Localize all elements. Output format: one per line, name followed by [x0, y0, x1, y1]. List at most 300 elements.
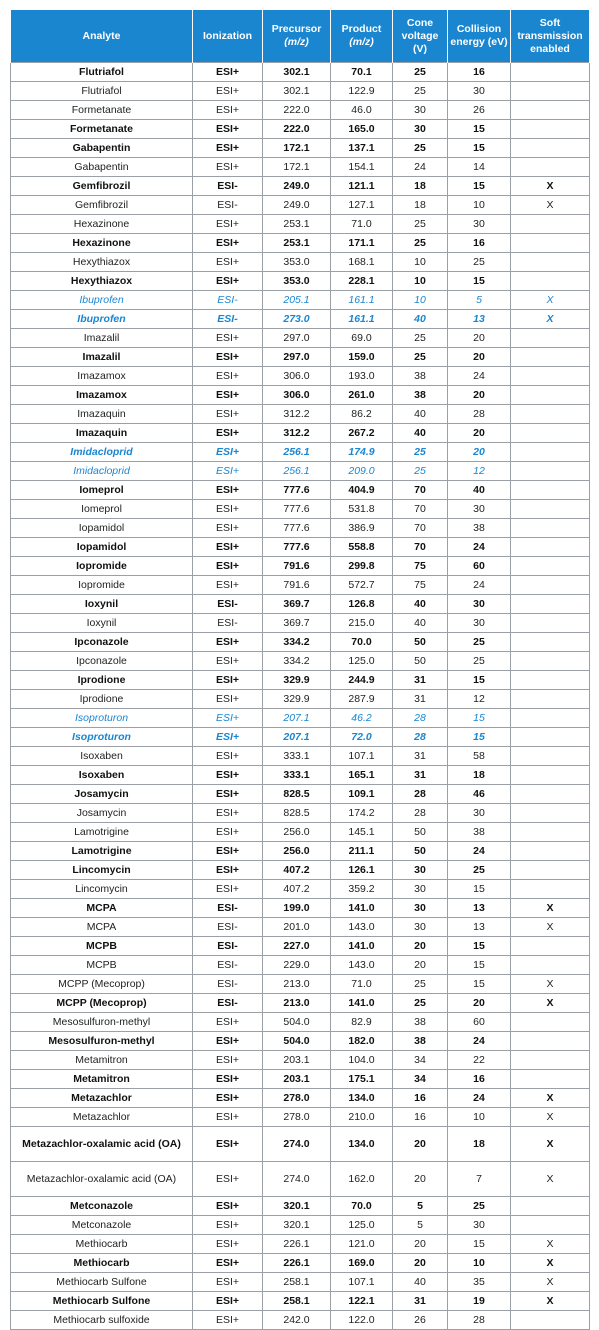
cell-cone-voltage: 31	[393, 766, 448, 785]
cell-soft-transmission	[511, 462, 590, 481]
cell-precursor: 213.0	[263, 994, 331, 1013]
cell-ionization: ESI+	[193, 1197, 263, 1216]
cell-product: 161.1	[331, 310, 393, 329]
cell-collision-energy: 18	[448, 766, 511, 785]
cell-product: 161.1	[331, 291, 393, 310]
cell-collision-energy: 60	[448, 1013, 511, 1032]
cell-analyte: Lamotrigine	[11, 823, 193, 842]
cell-product: 174.2	[331, 804, 393, 823]
cell-collision-energy: 18	[448, 1127, 511, 1162]
cell-precursor: 777.6	[263, 519, 331, 538]
cell-cone-voltage: 70	[393, 538, 448, 557]
header-cone-voltage: Cone voltage (V)	[393, 10, 448, 63]
cell-ionization: ESI+	[193, 424, 263, 443]
table-row	[11, 1051, 590, 1070]
cell-soft-transmission	[511, 633, 590, 652]
cell-collision-energy: 19	[448, 1292, 511, 1311]
table-row	[11, 481, 590, 500]
cell-collision-energy: 30	[448, 614, 511, 633]
table-row	[11, 1235, 590, 1254]
table-row	[11, 1292, 590, 1311]
cell-cone-voltage: 70	[393, 519, 448, 538]
table-row	[11, 918, 590, 937]
cell-product: 137.1	[331, 139, 393, 158]
cell-precursor: 253.1	[263, 215, 331, 234]
cell-analyte: Iomeprol	[11, 481, 193, 500]
cell-product: 175.1	[331, 1070, 393, 1089]
cell-ionization: ESI+	[193, 576, 263, 595]
table-row	[11, 500, 590, 519]
cell-collision-energy: 24	[448, 367, 511, 386]
cell-precursor: 222.0	[263, 120, 331, 139]
cell-soft-transmission	[511, 766, 590, 785]
cell-collision-energy: 25	[448, 253, 511, 272]
cell-ionization: ESI+	[193, 500, 263, 519]
cell-cone-voltage: 40	[393, 405, 448, 424]
cell-soft-transmission: X	[511, 310, 590, 329]
cell-cone-voltage: 31	[393, 1292, 448, 1311]
cell-ionization: ESI+	[193, 652, 263, 671]
table-row	[11, 139, 590, 158]
cell-analyte: Iopamidol	[11, 538, 193, 557]
cell-collision-energy: 15	[448, 937, 511, 956]
cell-ionization: ESI+	[193, 1013, 263, 1032]
table-row	[11, 785, 590, 804]
cell-collision-energy: 15	[448, 956, 511, 975]
cell-collision-energy: 38	[448, 519, 511, 538]
cell-analyte: Gabapentin	[11, 158, 193, 177]
cell-soft-transmission	[511, 443, 590, 462]
cell-cone-voltage: 25	[393, 234, 448, 253]
mrm-transitions-table	[10, 10, 590, 1330]
cell-analyte: Ibuprofen	[11, 310, 193, 329]
table-row	[11, 728, 590, 747]
cell-precursor: 203.1	[263, 1070, 331, 1089]
cell-cone-voltage: 25	[393, 975, 448, 994]
cell-analyte: Lamotrigine	[11, 842, 193, 861]
cell-product: 145.1	[331, 823, 393, 842]
cell-ionization: ESI+	[193, 158, 263, 177]
cell-collision-energy: 20	[448, 994, 511, 1013]
cell-cone-voltage: 40	[393, 424, 448, 443]
cell-precursor: 258.1	[263, 1273, 331, 1292]
cell-collision-energy: 46	[448, 785, 511, 804]
cell-product: 126.8	[331, 595, 393, 614]
cell-soft-transmission	[511, 880, 590, 899]
cell-precursor: 258.1	[263, 1292, 331, 1311]
cell-soft-transmission: X	[511, 196, 590, 215]
table-row	[11, 424, 590, 443]
cell-soft-transmission	[511, 234, 590, 253]
cell-collision-energy: 16	[448, 63, 511, 82]
cell-ionization: ESI+	[193, 1162, 263, 1197]
cell-cone-voltage: 25	[393, 139, 448, 158]
cell-soft-transmission: X	[511, 1162, 590, 1197]
cell-precursor: 306.0	[263, 386, 331, 405]
cell-soft-transmission	[511, 386, 590, 405]
cell-precursor: 504.0	[263, 1032, 331, 1051]
cell-soft-transmission	[511, 690, 590, 709]
cell-collision-energy: 15	[448, 709, 511, 728]
cell-precursor: 274.0	[263, 1127, 331, 1162]
cell-soft-transmission	[511, 576, 590, 595]
cell-product: 143.0	[331, 956, 393, 975]
cell-analyte: Gemfibrozil	[11, 196, 193, 215]
cell-collision-energy: 30	[448, 804, 511, 823]
cell-analyte: Metconazole	[11, 1197, 193, 1216]
table-row	[11, 1032, 590, 1051]
cell-ionization: ESI+	[193, 709, 263, 728]
cell-analyte: Isoproturon	[11, 728, 193, 747]
cell-analyte: Metazachlor-oxalamic acid (OA)	[11, 1127, 193, 1162]
cell-analyte: Metamitron	[11, 1051, 193, 1070]
table-header-row	[11, 10, 590, 63]
cell-collision-energy: 35	[448, 1273, 511, 1292]
cell-collision-energy: 20	[448, 424, 511, 443]
cell-precursor: 256.0	[263, 842, 331, 861]
cell-product: 143.0	[331, 918, 393, 937]
cell-analyte: Imazamox	[11, 367, 193, 386]
cell-product: 171.1	[331, 234, 393, 253]
cell-ionization: ESI+	[193, 747, 263, 766]
table-row	[11, 234, 590, 253]
cell-analyte: Flutriafol	[11, 63, 193, 82]
cell-analyte: MCPP (Mecoprop)	[11, 994, 193, 1013]
cell-analyte: Gabapentin	[11, 139, 193, 158]
cell-analyte: Imazalil	[11, 348, 193, 367]
cell-analyte: Methiocarb sulfoxide	[11, 1311, 193, 1330]
cell-cone-voltage: 5	[393, 1216, 448, 1235]
cell-analyte: Methiocarb Sulfone	[11, 1292, 193, 1311]
cell-collision-energy: 25	[448, 652, 511, 671]
cell-collision-energy: 15	[448, 272, 511, 291]
cell-cone-voltage: 20	[393, 1254, 448, 1273]
cell-product: 154.1	[331, 158, 393, 177]
cell-product: 107.1	[331, 1273, 393, 1292]
table-row	[11, 1273, 590, 1292]
table-row	[11, 405, 590, 424]
cell-product: 46.2	[331, 709, 393, 728]
cell-cone-voltage: 31	[393, 690, 448, 709]
cell-cone-voltage: 34	[393, 1051, 448, 1070]
cell-soft-transmission: X	[511, 994, 590, 1013]
table-row	[11, 538, 590, 557]
cell-soft-transmission	[511, 823, 590, 842]
cell-precursor: 329.9	[263, 671, 331, 690]
cell-cone-voltage: 26	[393, 1311, 448, 1330]
table-row	[11, 367, 590, 386]
table-row	[11, 82, 590, 101]
cell-collision-energy: 20	[448, 386, 511, 405]
cell-collision-energy: 60	[448, 557, 511, 576]
cell-product: 359.2	[331, 880, 393, 899]
cell-cone-voltage: 24	[393, 158, 448, 177]
cell-product: 182.0	[331, 1032, 393, 1051]
table-row	[11, 1311, 590, 1330]
cell-ionization: ESI+	[193, 804, 263, 823]
cell-soft-transmission: X	[511, 1273, 590, 1292]
table-row	[11, 101, 590, 120]
cell-ionization: ESI+	[193, 823, 263, 842]
cell-precursor: 278.0	[263, 1089, 331, 1108]
cell-ionization: ESI+	[193, 1254, 263, 1273]
cell-analyte: Iprodione	[11, 671, 193, 690]
cell-product: 134.0	[331, 1089, 393, 1108]
cell-collision-energy: 15	[448, 880, 511, 899]
cell-precursor: 333.1	[263, 766, 331, 785]
cell-cone-voltage: 40	[393, 310, 448, 329]
cell-collision-energy: 10	[448, 196, 511, 215]
cell-precursor: 504.0	[263, 1013, 331, 1032]
cell-collision-energy: 24	[448, 576, 511, 595]
cell-collision-energy: 16	[448, 234, 511, 253]
cell-soft-transmission	[511, 861, 590, 880]
table-row	[11, 709, 590, 728]
cell-product: 134.0	[331, 1127, 393, 1162]
cell-soft-transmission	[511, 614, 590, 633]
header-soft-transmission: Soft transmission enabled	[511, 10, 590, 63]
cell-precursor: 222.0	[263, 101, 331, 120]
cell-analyte: Iopamidol	[11, 519, 193, 538]
cell-collision-energy: 13	[448, 899, 511, 918]
header-ionization: Ionization	[193, 10, 263, 63]
table-row	[11, 291, 590, 310]
cell-product: 215.0	[331, 614, 393, 633]
cell-soft-transmission	[511, 519, 590, 538]
cell-analyte: Methiocarb	[11, 1254, 193, 1273]
table-row	[11, 804, 590, 823]
cell-cone-voltage: 28	[393, 728, 448, 747]
cell-analyte: Lincomycin	[11, 880, 193, 899]
cell-soft-transmission: X	[511, 177, 590, 196]
cell-collision-energy: 24	[448, 1089, 511, 1108]
table-row	[11, 842, 590, 861]
cell-soft-transmission	[511, 481, 590, 500]
cell-ionization: ESI+	[193, 120, 263, 139]
cell-soft-transmission	[511, 253, 590, 272]
table-row	[11, 348, 590, 367]
cell-collision-energy: 30	[448, 595, 511, 614]
cell-analyte: Iomeprol	[11, 500, 193, 519]
cell-ionization: ESI+	[193, 253, 263, 272]
cell-ionization: ESI+	[193, 386, 263, 405]
cell-soft-transmission	[511, 804, 590, 823]
cell-analyte: Formetanate	[11, 120, 193, 139]
cell-ionization: ESI+	[193, 785, 263, 804]
cell-soft-transmission	[511, 1311, 590, 1330]
cell-product: 193.0	[331, 367, 393, 386]
cell-cone-voltage: 16	[393, 1089, 448, 1108]
cell-ionization: ESI+	[193, 82, 263, 101]
cell-precursor: 226.1	[263, 1254, 331, 1273]
table-row	[11, 329, 590, 348]
cell-collision-energy: 30	[448, 82, 511, 101]
cell-precursor: 278.0	[263, 1108, 331, 1127]
cell-ionization: ESI-	[193, 918, 263, 937]
cell-soft-transmission	[511, 1197, 590, 1216]
cell-cone-voltage: 38	[393, 1013, 448, 1032]
cell-precursor: 369.7	[263, 595, 331, 614]
cell-collision-energy: 22	[448, 1051, 511, 1070]
cell-soft-transmission: X	[511, 1254, 590, 1273]
cell-analyte: Ipconazole	[11, 633, 193, 652]
header-precursor-label: Precursor	[271, 23, 322, 35]
cell-analyte: Isoproturon	[11, 709, 193, 728]
cell-analyte: Formetanate	[11, 101, 193, 120]
table-row	[11, 1070, 590, 1089]
cell-ionization: ESI-	[193, 937, 263, 956]
cell-collision-energy: 40	[448, 481, 511, 500]
cell-soft-transmission	[511, 424, 590, 443]
cell-analyte: MCPB	[11, 937, 193, 956]
table-row	[11, 994, 590, 1013]
cell-cone-voltage: 16	[393, 1108, 448, 1127]
table-row	[11, 158, 590, 177]
cell-analyte: Hexazinone	[11, 234, 193, 253]
cell-ionization: ESI+	[193, 633, 263, 652]
cell-ionization: ESI+	[193, 367, 263, 386]
cell-cone-voltage: 25	[393, 994, 448, 1013]
cell-cone-voltage: 30	[393, 861, 448, 880]
cell-cone-voltage: 20	[393, 1235, 448, 1254]
cell-collision-energy: 7	[448, 1162, 511, 1197]
cell-analyte: Ipconazole	[11, 652, 193, 671]
cell-soft-transmission	[511, 329, 590, 348]
cell-cone-voltage: 30	[393, 120, 448, 139]
cell-precursor: 302.1	[263, 82, 331, 101]
cell-collision-energy: 16	[448, 1070, 511, 1089]
cell-collision-energy: 24	[448, 1032, 511, 1051]
cell-analyte: Ioxynil	[11, 614, 193, 633]
cell-analyte: Isoxaben	[11, 766, 193, 785]
cell-analyte: Hexythiazox	[11, 253, 193, 272]
cell-analyte: Ioxynil	[11, 595, 193, 614]
table-row	[11, 690, 590, 709]
cell-ionization: ESI+	[193, 462, 263, 481]
cell-cone-voltage: 30	[393, 899, 448, 918]
cell-product: 404.9	[331, 481, 393, 500]
cell-collision-energy: 13	[448, 918, 511, 937]
cell-product: 122.1	[331, 1292, 393, 1311]
cell-product: 168.1	[331, 253, 393, 272]
cell-precursor: 828.5	[263, 785, 331, 804]
cell-precursor: 320.1	[263, 1216, 331, 1235]
cell-soft-transmission	[511, 728, 590, 747]
cell-precursor: 256.0	[263, 823, 331, 842]
cell-analyte: MCPP (Mecoprop)	[11, 975, 193, 994]
cell-product: 165.0	[331, 120, 393, 139]
table-row	[11, 519, 590, 538]
cell-soft-transmission	[511, 652, 590, 671]
cell-soft-transmission	[511, 671, 590, 690]
table-row	[11, 215, 590, 234]
cell-soft-transmission: X	[511, 1292, 590, 1311]
cell-ionization: ESI+	[193, 101, 263, 120]
cell-soft-transmission: X	[511, 1108, 590, 1127]
table-row	[11, 1108, 590, 1127]
cell-soft-transmission	[511, 500, 590, 519]
cell-cone-voltage: 38	[393, 1032, 448, 1051]
cell-soft-transmission	[511, 405, 590, 424]
cell-product: 386.9	[331, 519, 393, 538]
cell-cone-voltage: 25	[393, 82, 448, 101]
cell-ionization: ESI+	[193, 690, 263, 709]
cell-cone-voltage: 20	[393, 1127, 448, 1162]
cell-product: 46.0	[331, 101, 393, 120]
cell-product: 267.2	[331, 424, 393, 443]
cell-analyte: Methiocarb Sulfone	[11, 1273, 193, 1292]
cell-product: 122.0	[331, 1311, 393, 1330]
cell-analyte: Hexazinone	[11, 215, 193, 234]
table-row	[11, 614, 590, 633]
cell-soft-transmission: X	[511, 918, 590, 937]
cell-ionization: ESI+	[193, 139, 263, 158]
cell-ionization: ESI+	[193, 1051, 263, 1070]
cell-precursor: 199.0	[263, 899, 331, 918]
table-row	[11, 462, 590, 481]
cell-soft-transmission	[511, 956, 590, 975]
cell-collision-energy: 20	[448, 329, 511, 348]
cell-precursor: 207.1	[263, 709, 331, 728]
cell-soft-transmission	[511, 557, 590, 576]
cell-collision-energy: 30	[448, 215, 511, 234]
cell-collision-energy: 58	[448, 747, 511, 766]
cell-precursor: 369.7	[263, 614, 331, 633]
cell-ionization: ESI+	[193, 1216, 263, 1235]
cell-product: 174.9	[331, 443, 393, 462]
cell-product: 104.0	[331, 1051, 393, 1070]
cell-product: 69.0	[331, 329, 393, 348]
cell-collision-energy: 5	[448, 291, 511, 310]
cell-soft-transmission: X	[511, 1235, 590, 1254]
cell-soft-transmission	[511, 595, 590, 614]
cell-cone-voltage: 75	[393, 557, 448, 576]
cell-precursor: 249.0	[263, 196, 331, 215]
cell-product: 109.1	[331, 785, 393, 804]
cell-precursor: 256.1	[263, 443, 331, 462]
cell-collision-energy: 25	[448, 633, 511, 652]
cell-product: 71.0	[331, 975, 393, 994]
cell-analyte: Imazaquin	[11, 405, 193, 424]
cell-product: 70.0	[331, 1197, 393, 1216]
cell-collision-energy: 12	[448, 690, 511, 709]
cell-collision-energy: 15	[448, 671, 511, 690]
table-row	[11, 1254, 590, 1273]
cell-cone-voltage: 38	[393, 386, 448, 405]
cell-ionization: ESI-	[193, 975, 263, 994]
cell-analyte: Mesosulfuron-methyl	[11, 1013, 193, 1032]
cell-collision-energy: 15	[448, 728, 511, 747]
cell-ionization: ESI+	[193, 234, 263, 253]
cell-collision-energy: 20	[448, 348, 511, 367]
cell-analyte: Iopromide	[11, 576, 193, 595]
cell-product: 127.1	[331, 196, 393, 215]
table-row	[11, 177, 590, 196]
cell-collision-energy: 28	[448, 405, 511, 424]
cell-product: 141.0	[331, 899, 393, 918]
cell-precursor: 274.0	[263, 1162, 331, 1197]
cell-soft-transmission	[511, 842, 590, 861]
cell-cone-voltage: 50	[393, 652, 448, 671]
cell-product: 244.9	[331, 671, 393, 690]
cell-cone-voltage: 10	[393, 253, 448, 272]
cell-analyte: Iprodione	[11, 690, 193, 709]
cell-analyte: Imazaquin	[11, 424, 193, 443]
cell-precursor: 253.1	[263, 234, 331, 253]
cell-soft-transmission	[511, 1070, 590, 1089]
cell-cone-voltage: 38	[393, 367, 448, 386]
cell-collision-energy: 15	[448, 1235, 511, 1254]
